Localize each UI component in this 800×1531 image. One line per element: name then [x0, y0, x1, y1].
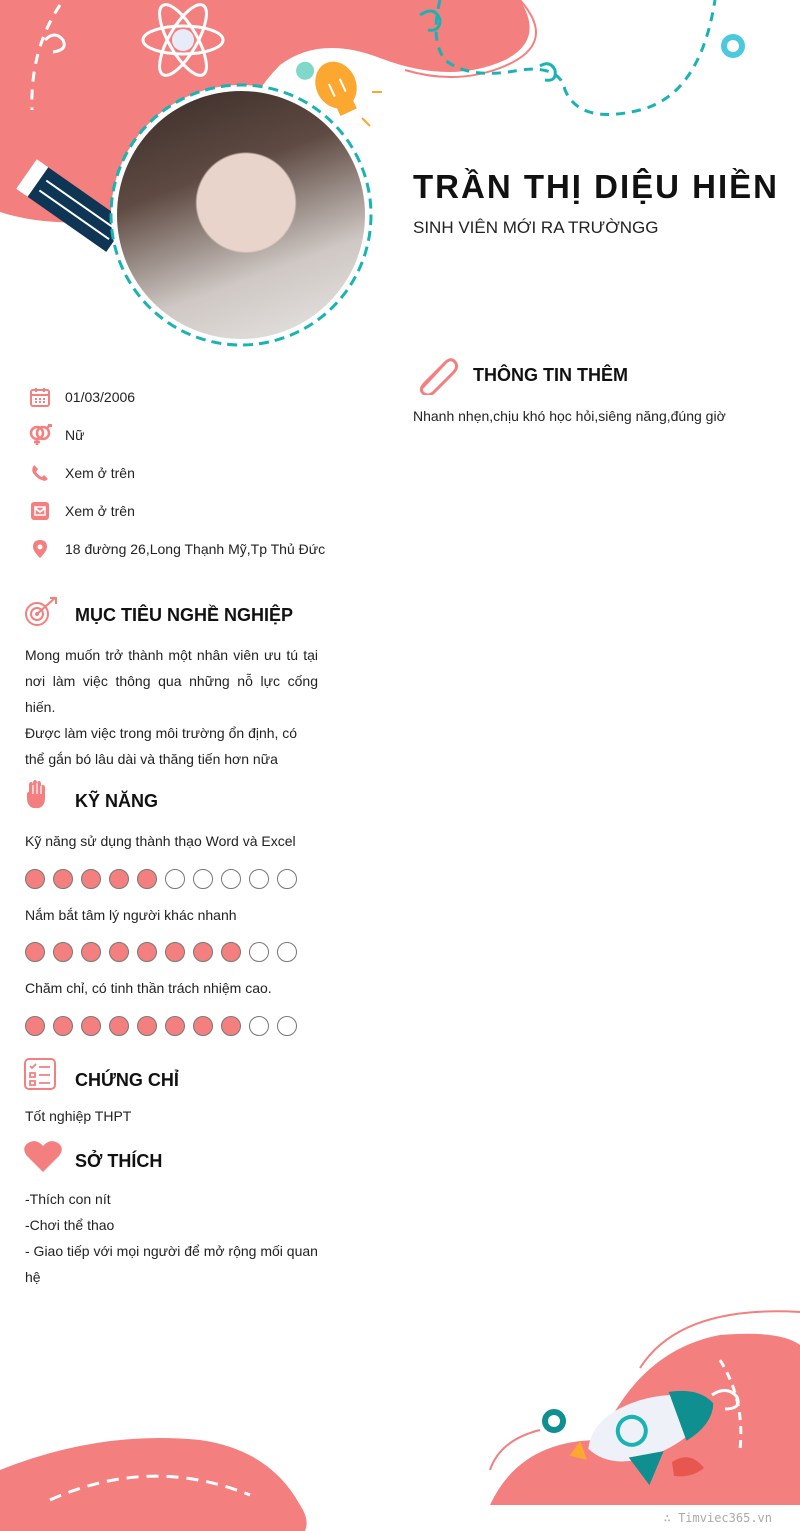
extra-text: Nhanh nhẹn,chịu khó học hỏi,siêng năng,đúng giờ: [413, 408, 726, 424]
rating-dot-empty: [249, 1016, 269, 1036]
hobby-item: -Thích con nít: [25, 1191, 111, 1207]
candidate-name: TRẦN THỊ DIỆU HIỀN: [413, 168, 779, 205]
rating-dot-filled: [81, 869, 101, 889]
contact-phone: [28, 461, 135, 485]
rating-dot-filled: [25, 942, 45, 962]
objective-paragraph-2: Được làm việc trong môi trường ổn định, có thể gắn bó lâu dài và thăng tiến hơn nữa: [25, 725, 298, 767]
rating-dot-empty: [249, 869, 269, 889]
skill-name: Chăm chỉ, có tinh thần trách nhiệm cao.: [25, 980, 272, 996]
rating-dot-empty: [249, 942, 269, 962]
contact-email: [28, 499, 135, 523]
rating-dot-filled: [193, 942, 213, 962]
rating-dot-filled: [109, 942, 129, 962]
skills-title: KỸ NĂNG: [75, 791, 159, 811]
phone-icon: [28, 462, 52, 484]
rating-dot-empty: [277, 869, 297, 889]
hobby-item: - Giao tiếp với mọi người để mở rộng mối quan hệ: [25, 1243, 318, 1285]
contact-gender: [28, 423, 84, 447]
rating-dot-filled: [53, 1016, 73, 1036]
checklist-icon: [24, 1058, 56, 1095]
rating-dot-filled: [81, 1016, 101, 1036]
rating-dot-empty: [221, 869, 241, 889]
rating-dot-filled: [221, 942, 241, 962]
rating-dot-filled: [137, 869, 157, 889]
contact-dob: [28, 385, 135, 409]
rating-dot-filled: [137, 942, 157, 962]
hobbies-list: [25, 1186, 318, 1290]
profile-photo: [117, 91, 365, 339]
rating-dot-filled: [109, 869, 129, 889]
contact-phone-value: Xem ở trên: [65, 465, 135, 481]
rating-dot-filled: [25, 1016, 45, 1036]
certificates-title: CHỨNG CHỈ: [75, 1070, 179, 1090]
candidate-title: SINH VIÊN MỚI RA TRƯỜNGG: [413, 218, 659, 237]
rating-dot-empty: [193, 869, 213, 889]
hobby-item: -Chơi thể thao: [25, 1217, 115, 1233]
rating-dot-filled: [165, 942, 185, 962]
rating-dot-filled: [137, 1016, 157, 1036]
location-icon: [28, 538, 52, 560]
rating-dot-filled: [53, 869, 73, 889]
rating-dot-filled: [221, 1016, 241, 1036]
certificates-text: Tốt nghiệp THPT: [25, 1108, 132, 1124]
contact-address-value: 18 đường 26,Long Thạnh Mỹ,Tp Thủ Đức: [65, 541, 326, 557]
rating-dot-filled: [193, 1016, 213, 1036]
target-icon: [24, 596, 58, 633]
watermark: ∴ Timviec365.vn: [663, 1511, 772, 1525]
heart-icon: [24, 1140, 62, 1177]
gender-icon: [28, 424, 52, 446]
hand-icon: [25, 780, 47, 815]
skill-name: Kỹ năng sử dụng thành thạo Word và Excel: [25, 833, 296, 849]
rating-dot-filled: [81, 942, 101, 962]
skill-rating: [25, 1016, 297, 1036]
contact-gender-value: Nữ: [65, 427, 85, 443]
email-icon: [28, 500, 52, 522]
rating-dot-empty: [277, 1016, 297, 1036]
contact-address: [28, 537, 325, 561]
objective-text: [25, 642, 318, 772]
objective-paragraph-1: Mong muốn trở thành một nhân viên ưu tú tại nơi làm việc thông qua những nỗ lực cống hiến.: [25, 647, 318, 715]
rating-dot-empty: [165, 869, 185, 889]
skill-rating: [25, 942, 297, 962]
rating-dot-empty: [277, 942, 297, 962]
paperclip-icon: [415, 355, 459, 400]
rating-dot-filled: [53, 942, 73, 962]
objective-title: MỤC TIÊU NGHỀ NGHIỆP: [75, 605, 294, 625]
calendar-icon: [28, 386, 52, 408]
hobbies-title: SỞ THÍCH: [75, 1151, 163, 1171]
rating-dot-filled: [109, 1016, 129, 1036]
contact-dob-value: 01/03/2006: [65, 389, 136, 405]
skill-name: Nắm bắt tâm lý người khác nhanh: [25, 907, 237, 923]
contact-email-value: Xem ở trên: [65, 503, 135, 519]
skill-rating: [25, 869, 297, 889]
extra-title: THÔNG TIN THÊM: [473, 365, 628, 385]
rating-dot-filled: [165, 1016, 185, 1036]
rating-dot-filled: [25, 869, 45, 889]
